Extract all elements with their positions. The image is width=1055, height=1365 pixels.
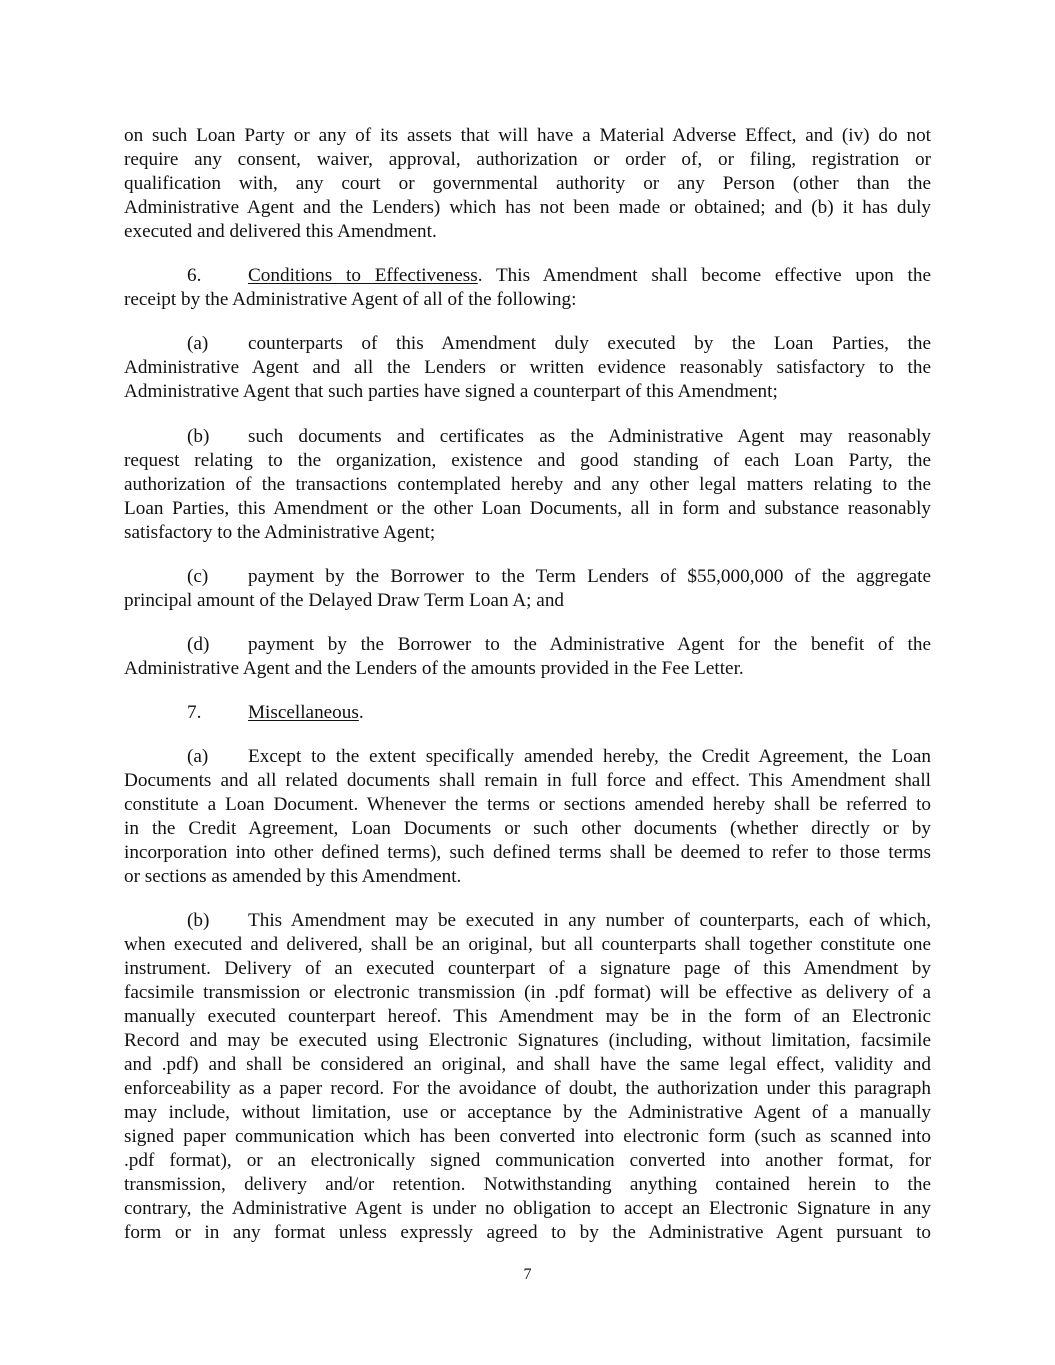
section-7-item-b	[124, 909, 931, 1245]
text-line: executed and delivered this Amendment.	[124, 221, 437, 242]
text-line: contrary, the Administrative Agent is under no obligation to accept an Electronic Signature in any	[124, 1198, 931, 1219]
item-label: (b)	[187, 426, 210, 447]
text-line: in the Credit Agreement, Loan Documents or such other documents (whether directly or by	[124, 818, 931, 839]
section-7-item-a	[124, 745, 931, 889]
item-label: (c)	[187, 566, 209, 587]
section-heading: Miscellaneous	[248, 702, 359, 723]
section-6-item-c	[124, 565, 931, 613]
intro-paragraph	[124, 124, 931, 244]
text-line: satisfactory to the Administrative Agent;	[124, 522, 436, 543]
item-label: (a)	[187, 333, 209, 354]
text-line: incorporation into other defined terms), such defined terms shall be deemed to refer to those terms	[124, 842, 931, 863]
section-text: . This Amendment shall become effective upon the	[477, 265, 931, 286]
text-line: Administrative Agent that such parties have signed a counterpart of this Amendment;	[124, 381, 778, 402]
text-line: transmission, delivery and/or retention. Notwithstanding anything contained herein to the	[124, 1174, 931, 1195]
section-heading-suffix: .	[358, 702, 364, 723]
text-line: form or in any format unless expressly agreed to by the Administrative Agent pursuant to	[124, 1222, 931, 1243]
section-6-item-d	[124, 633, 931, 681]
text-line: on such Loan Party or any of its assets that will have a Material Adverse Effect, and (iv) do not	[124, 125, 931, 146]
text-line: may include, without limitation, use or acceptance by the Administrative Agent of a manually	[124, 1102, 931, 1123]
text-line: Administrative Agent and the Lenders of the amounts provided in the Fee Letter.	[124, 658, 744, 679]
section-number: 7.	[187, 702, 202, 723]
text-line: and .pdf) and shall be considered an original, and shall have the same legal effect, validity and	[124, 1054, 931, 1075]
item-label: (b)	[187, 910, 210, 931]
text-line: receipt by the Administrative Agent of all of the following:	[124, 289, 577, 310]
section-number: 6.	[187, 265, 202, 286]
item-first-line	[124, 745, 931, 769]
text-line: Loan Parties, this Amendment or the other Loan Documents, all in form and substance reasonably	[124, 498, 931, 519]
text-line: request relating to the organization, existence and good standing of each Loan Party, the	[124, 450, 931, 471]
page-number: 7	[523, 1266, 532, 1283]
item-text: Except to the extent specifically amended hereby, the Credit Agreement, the Loan	[248, 746, 931, 767]
text-line: instrument. Delivery of an executed counterpart of a signature page of this Amendment by	[124, 958, 931, 979]
section-6-item-b	[124, 425, 931, 545]
text-line: authorization of the transactions contemplated hereby and any other legal matters relating to the	[124, 474, 931, 495]
section-6-first-line	[124, 264, 931, 288]
item-text: such documents and certificates as the Administrative Agent may reasonably	[248, 426, 931, 447]
text-line: Documents and all related documents shall remain in full force and effect. This Amendment shall	[124, 770, 931, 791]
text-line: Administrative Agent and the Lenders) which has not been made or obtained; and (b) it has duly	[124, 197, 931, 218]
item-first-line	[124, 633, 931, 657]
item-text: counterparts of this Amendment duly executed by the Loan Parties, the	[248, 333, 931, 354]
text-line: when executed and delivered, shall be an original, but all counterparts shall together constitute one	[124, 934, 931, 955]
section-6-paragraph	[124, 264, 931, 312]
text-line: enforceability as a paper record. For the avoidance of doubt, the authorization under this paragraph	[124, 1078, 931, 1099]
section-7-first-line	[124, 701, 931, 725]
text-line: require any consent, waiver, approval, authorization or order of, or filing, registration or	[124, 149, 931, 170]
item-text: This Amendment may be executed in any number of counterparts, each of which,	[248, 910, 931, 931]
text-line: Record and may be executed using Electronic Signatures (including, without limitation, facsimile	[124, 1030, 931, 1051]
text-line: manually executed counterpart hereof. This Amendment may be in the form of an Electronic	[124, 1006, 931, 1027]
section-heading: Conditions to Effectiveness	[248, 265, 478, 286]
item-first-line	[124, 909, 931, 933]
item-first-line	[124, 425, 931, 449]
text-line: qualification with, any court or governmental authority or any Person (other than the	[124, 173, 931, 194]
text-line: signed paper communication which has been converted into electronic form (such as scanned into	[124, 1126, 931, 1147]
item-first-line	[124, 565, 931, 589]
section-6-item-a	[124, 332, 931, 404]
text-line: facsimile transmission or electronic transmission (in .pdf format) will be effective as delivery of a	[124, 982, 931, 1003]
item-text: payment by the Borrower to the Administrative Agent for the benefit of the	[248, 634, 931, 655]
item-label: (d)	[187, 634, 210, 655]
section-7-heading	[124, 701, 931, 725]
item-label: (a)	[187, 746, 209, 767]
item-first-line	[124, 332, 931, 356]
text-line: constitute a Loan Document. Whenever the terms or sections amended hereby shall be referred to	[124, 794, 931, 815]
text-line: .pdf format), or an electronically signed communication converted into another format, for	[124, 1150, 931, 1171]
text-line: Administrative Agent and all the Lenders or written evidence reasonably satisfactory to the	[124, 357, 931, 378]
item-text: payment by the Borrower to the Term Lenders of $55,000,000 of the aggregate	[248, 566, 931, 587]
text-line: principal amount of the Delayed Draw Term Loan A; and	[124, 590, 565, 611]
text-line: or sections as amended by this Amendment.	[124, 866, 462, 887]
